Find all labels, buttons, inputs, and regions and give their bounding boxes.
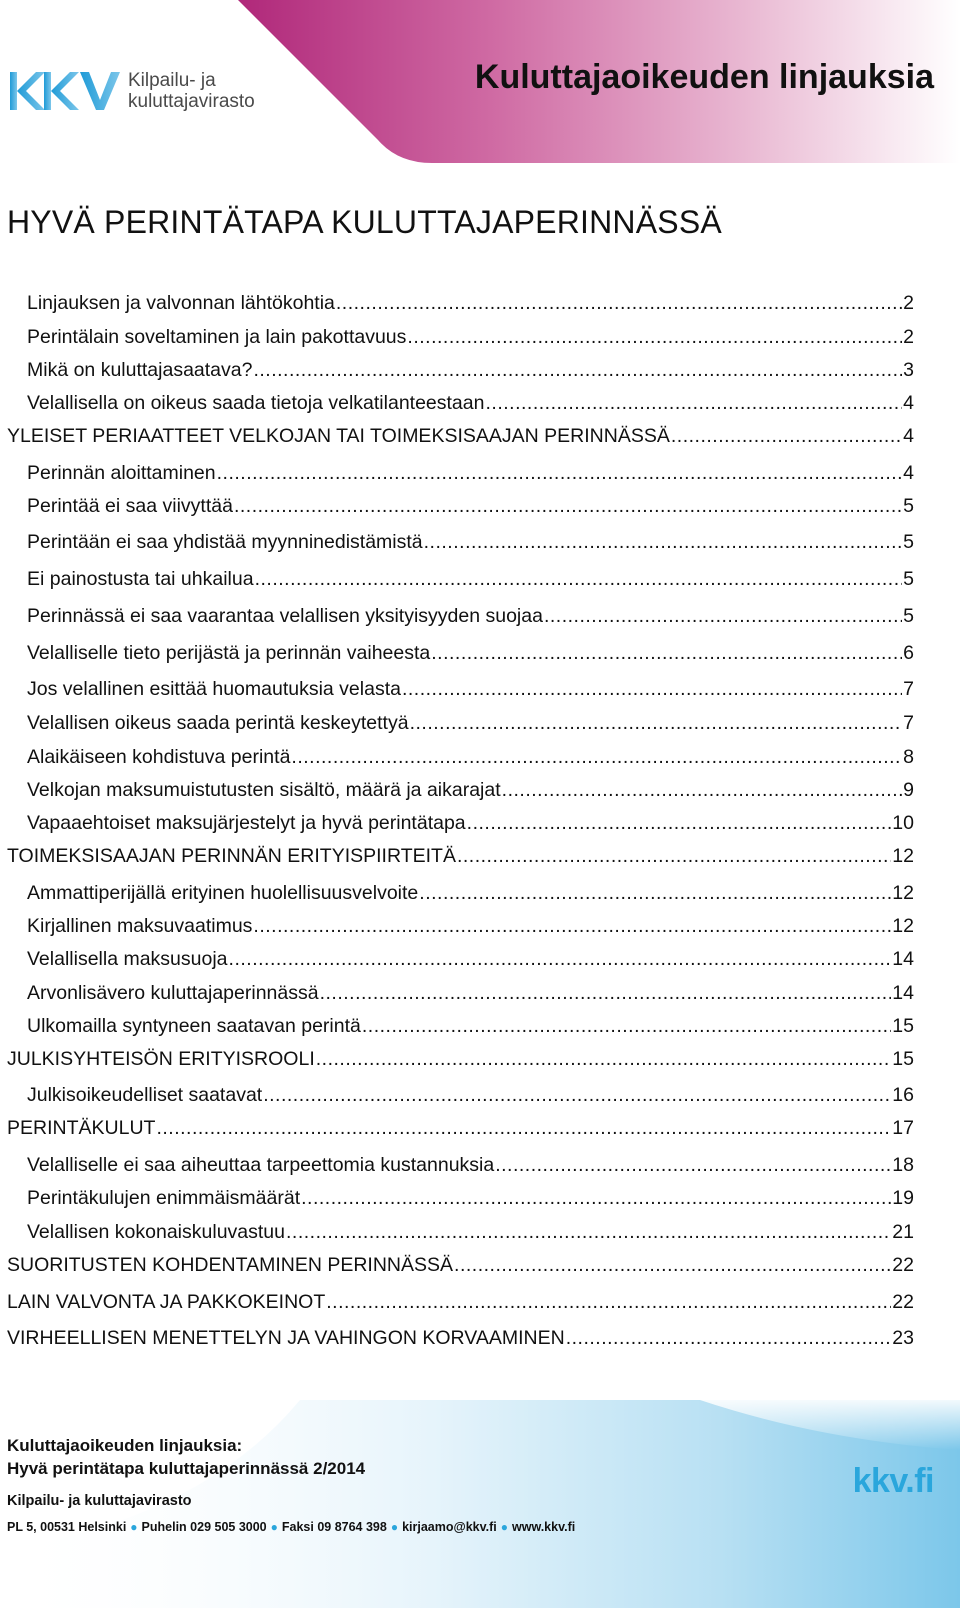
toc-dot-leader [410,711,903,735]
toc-entry[interactable] [27,1186,914,1210]
toc-entry[interactable] [27,461,914,485]
toc-entry-page: 5 [903,605,914,627]
toc-entry-label: Mikä on kuluttajasaatava? [27,359,253,381]
toc-dot-leader [424,530,903,554]
toc-entry-label: LAIN VALVONTA JA PAKKOKEINOT [7,1291,326,1313]
toc-entry-label: SUORITUSTEN KOHDENTAMINEN PERINNÄSSÄ [7,1254,454,1276]
kkv-web-logo: kkv.fi [852,1462,934,1500]
toc-entry-page: 7 [903,712,914,734]
toc-dot-leader [402,677,902,701]
toc-entry-label: Vapaaehtoiset maksujärjestelyt ja hyvä perintätapa [27,812,466,834]
toc-entry[interactable] [7,1290,914,1314]
toc-entry-page: 9 [903,779,914,801]
toc-entry-page: 4 [903,425,914,447]
toc-dot-leader [301,1186,891,1210]
toc-entry[interactable] [27,947,914,971]
toc-dot-leader [263,1083,891,1107]
toc-entry[interactable] [27,1153,914,1177]
toc-dot-leader [495,1153,891,1177]
toc-dot-leader [326,1290,891,1314]
bullet-icon: ● [130,1520,138,1534]
toc-entry-label: YLEISET PERIAATTEET VELKOJAN TAI TOIMEKSISAAJAN PERINNÄSSÄ [7,425,670,447]
toc-entry-label: Velallisen kokonaiskuluvastuu [27,1221,285,1243]
toc-entry[interactable] [27,778,914,802]
toc-entry[interactable] [27,711,914,735]
toc-entry-label: Perinnän aloittaminen [27,462,216,484]
toc-entry-page: 4 [903,462,914,484]
toc-entry[interactable] [7,1116,914,1140]
toc-entry-label: TOIMEKSISAAJAN PERINNÄN ERITYISPIIRTEITÄ [7,845,456,867]
toc-entry[interactable] [27,325,914,349]
toc-entry-page: 15 [892,1048,914,1070]
toc-entry-label: Ei painostusta tai uhkailua [27,568,254,590]
toc-dot-leader [253,914,891,938]
toc-dot-leader [544,604,902,628]
toc-entry-page: 15 [892,1015,914,1037]
toc-entry-page: 23 [892,1327,914,1349]
toc-entry-page: 16 [892,1084,914,1106]
toc-entry[interactable] [7,424,914,448]
toc-entry-label: Arvonlisävero kuluttajaperinnässä [27,982,319,1004]
toc-entry-label: Velallisella on oikeus saada tietoja velkatilanteestaan [27,392,485,414]
document-title: HYVÄ PERINTÄTAPA KULUTTAJAPERINNÄSSÄ [7,204,722,240]
toc-entry-page: 14 [892,948,914,970]
toc-dot-leader [156,1116,891,1140]
contact-email[interactable]: kirjaamo@kkv.fi [402,1520,497,1534]
toc-dot-leader [229,947,892,971]
toc-entry[interactable] [7,1047,914,1071]
toc-dot-leader [286,1220,891,1244]
toc-entry[interactable] [27,291,914,315]
toc-entry-page: 8 [903,746,914,768]
toc-entry[interactable] [27,811,914,835]
toc-entry-page: 19 [892,1187,914,1209]
toc-entry-page: 10 [892,812,914,834]
toc-entry-page: 12 [892,845,914,867]
toc-entry-page: 5 [903,495,914,517]
bullet-icon: ● [500,1520,508,1534]
toc-entry-label: Velallisen oikeus saada perintä keskeytettyä [27,712,409,734]
toc-entry-label: Julkisoikeudelliset saatavat [27,1084,263,1106]
toc-entry-page: 5 [903,531,914,553]
toc-entry[interactable] [7,1253,914,1277]
toc-entry-page: 5 [903,568,914,590]
toc-dot-leader [457,844,891,868]
toc-entry-label: JULKISYHTEISÖN ERITYISROOLI [7,1048,315,1070]
toc-entry-page: 4 [903,392,914,414]
toc-entry-page: 22 [892,1254,914,1276]
toc-entry[interactable] [27,391,914,415]
toc-entry[interactable] [27,604,914,628]
toc-entry[interactable] [27,745,914,769]
contact-fax: Faksi 09 8764 398 [281,1520,387,1534]
toc-entry[interactable] [27,981,914,1005]
toc-entry[interactable] [27,914,914,938]
agency-logo-text [128,70,255,112]
logo-line-2: kuluttajavirasto [128,91,255,112]
banner-title: Kuluttajaoikeuden linjauksia [474,58,934,96]
toc-entry-label: Perintälain soveltaminen ja lain pakottavuus [27,326,407,348]
toc-entry[interactable] [27,881,914,905]
toc-entry-label: VIRHEELLISEN MENETTELYN JA VAHINGON KORVAAMINEN [7,1327,565,1349]
toc-entry[interactable] [27,358,914,382]
toc-dot-leader [407,325,902,349]
contact-web[interactable]: www.kkv.fi [512,1520,576,1534]
toc-entry-label: Velalliselle tieto perijästä ja perinnän vaiheesta [27,642,431,664]
toc-entry-label: Jos velallinen esittää huomautuksia velasta [27,678,401,700]
toc-entry-page: 2 [903,326,914,348]
toc-dot-leader [217,461,903,485]
toc-entry-label: Linjauksen ja valvonnan lähtökohtia [27,292,335,314]
toc-entry[interactable] [27,1014,914,1038]
toc-dot-leader [336,291,902,315]
toc-entry-page: 12 [892,915,914,937]
toc-entry-label: Alaikäiseen kohdistuva perintä [27,746,291,768]
toc-entry-label: Perintään ei saa yhdistää myynninedistämistä [27,531,423,553]
toc-dot-leader [253,358,902,382]
toc-entry-page: 17 [892,1117,914,1139]
toc-entry[interactable] [27,494,914,518]
footer-contact [7,1520,575,1534]
toc-entry[interactable] [27,1083,914,1107]
toc-entry-label: PERINTÄKULUT [7,1117,156,1139]
toc-entry-page: 21 [892,1221,914,1243]
toc-dot-leader [566,1326,892,1350]
toc-entry-page: 14 [892,982,914,1004]
toc-entry-page: 2 [903,292,914,314]
logo-line-1: Kilpailu- ja [128,70,216,91]
toc-entry-label: Perintää ei saa viivyttää [27,495,233,517]
toc-dot-leader [316,1047,892,1071]
toc-dot-leader [320,981,892,1005]
footer-agency: Kilpailu- ja kuluttajavirasto [7,1493,192,1509]
bullet-icon: ● [270,1520,278,1534]
toc-entry-label: Velallisella maksusuoja [27,948,228,970]
toc-dot-leader [467,811,892,835]
toc-dot-leader [291,745,902,769]
toc-entry-page: 12 [892,882,914,904]
toc-dot-leader [431,641,902,665]
toc-entry[interactable] [7,844,914,868]
toc-entry-page: 6 [903,642,914,664]
toc-dot-leader [671,424,902,448]
toc-entry-label: Kirjallinen maksuvaatimus [27,915,253,937]
toc-entry[interactable] [27,677,914,701]
toc-entry[interactable] [7,1326,914,1350]
toc-dot-leader [502,778,902,802]
toc-entry-label: Velalliselle ei saa aiheuttaa tarpeettomia kustannuksia [27,1154,495,1176]
toc-dot-leader [234,494,902,518]
toc-entry-page: 18 [892,1154,914,1176]
toc-entry[interactable] [27,1220,914,1244]
toc-entry-page: 7 [903,678,914,700]
toc-entry-label: Ulkomailla syntyneen saatavan perintä [27,1015,361,1037]
toc-entry-label: Perintäkulujen enimmäismäärät [27,1187,301,1209]
toc-dot-leader [454,1253,891,1277]
toc-dot-leader [419,881,891,905]
toc-dot-leader [255,567,903,591]
toc-dot-leader [362,1014,891,1038]
toc-entry-page: 22 [892,1291,914,1313]
contact-phone: Puhelin 029 505 3000 [141,1520,267,1534]
toc-dot-leader [485,391,902,415]
footer-series: Kuluttajaoikeuden linjauksia: [7,1436,243,1455]
bullet-icon: ● [390,1520,399,1534]
toc-entry-label: Perinnässä ei saa vaarantaa velallisen yksityisyyden suojaa [27,605,543,627]
toc-entry-label: Ammattiperijällä erityinen huolellisuusvelvoite [27,882,419,904]
contact-address: PL 5, 00531 Helsinki [7,1520,127,1534]
toc-entry-page: 3 [903,359,914,381]
toc-entry[interactable] [27,567,914,591]
toc-entry-label: Velkojan maksumuistutusten sisältö, määrä ja aikarajat [27,779,501,801]
toc-entry[interactable] [27,530,914,554]
toc-entry[interactable] [27,641,914,665]
footer-doc-ref: Hyvä perintätapa kuluttajaperinnässä 2/2014 [7,1459,366,1478]
